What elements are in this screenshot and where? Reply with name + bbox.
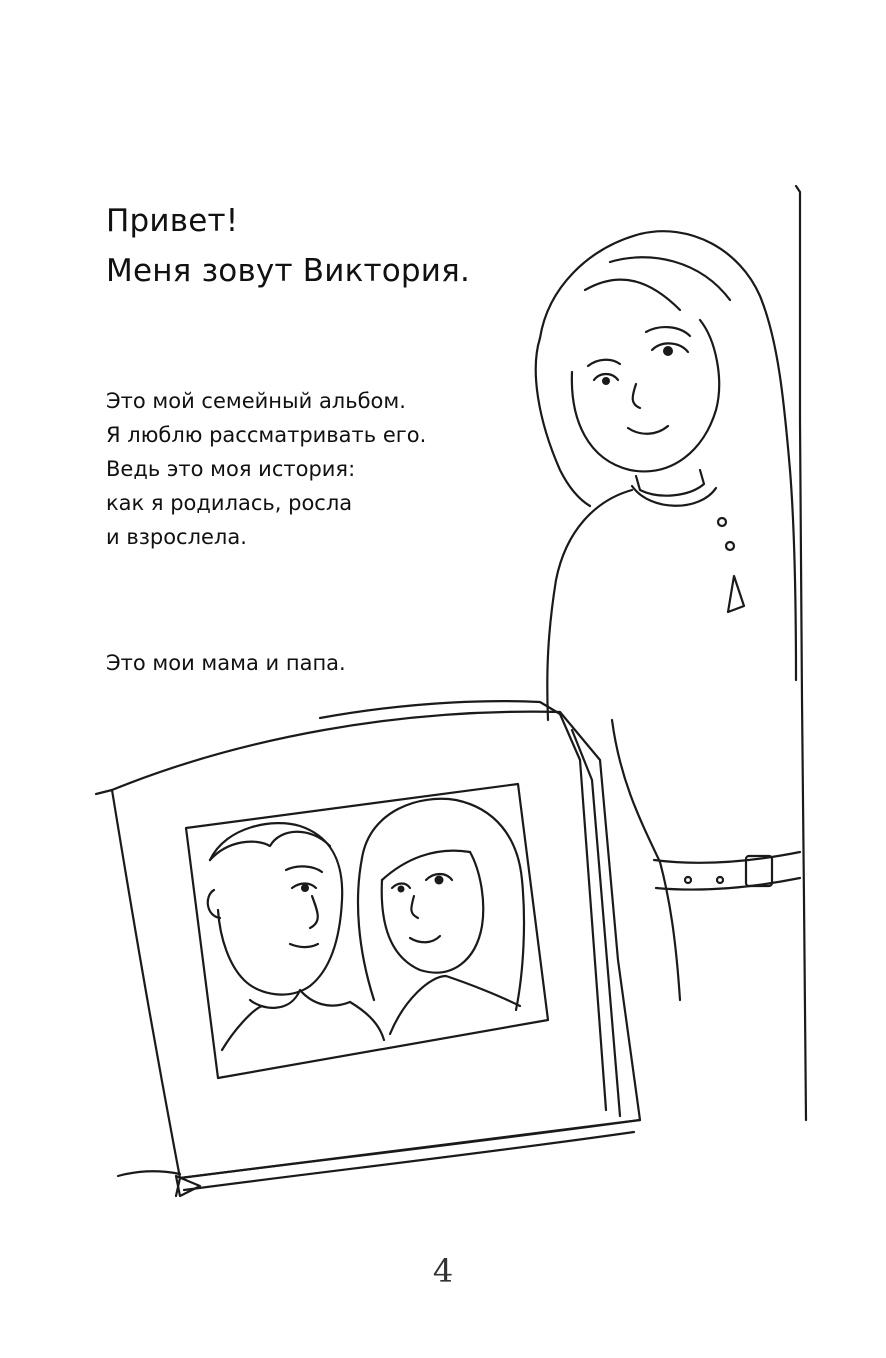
- mother-nose: [411, 896, 418, 918]
- girl-side: [612, 720, 680, 1000]
- girl-hair-strand-2: [610, 257, 730, 300]
- page-number: 4: [432, 1252, 454, 1290]
- girl-left-pupil: [602, 377, 610, 385]
- heading-line-greeting: Привет!: [106, 203, 239, 239]
- girl-right-pupil: [663, 346, 673, 356]
- mother-pupil-left: [398, 886, 405, 893]
- girl-button-2: [726, 542, 734, 550]
- mother-fringe: [382, 851, 470, 880]
- album-bottom-pages: [180, 1120, 640, 1190]
- album-page-right-1: [560, 714, 606, 1110]
- father-shoulders: [222, 1002, 384, 1050]
- girl-neck: [636, 470, 704, 496]
- hand-under-album: [118, 1171, 180, 1176]
- mother-mouth: [410, 936, 440, 942]
- album-left-edge: [96, 790, 180, 1196]
- paragraph-line: как я родилась, росла: [106, 491, 353, 515]
- door-frame-line: [796, 186, 806, 1120]
- heading-line-name: Меня зовут Виктория.: [106, 253, 471, 289]
- paragraph-line: и взрослела.: [106, 525, 247, 549]
- girl-face: [572, 320, 719, 471]
- father-head: [210, 823, 342, 994]
- girl-mouth: [628, 426, 668, 434]
- girl-hair-left: [536, 338, 590, 506]
- father-hair: [210, 832, 330, 860]
- album-page-right-2: [572, 730, 620, 1116]
- mother-face: [382, 852, 484, 973]
- mother-shoulders: [390, 976, 520, 1034]
- page-heading: [106, 196, 470, 296]
- girl-button-1: [718, 518, 726, 526]
- father-nose: [310, 896, 318, 928]
- paragraph-line: Это мой семейный альбом.: [106, 389, 406, 413]
- belt-hole-2: [717, 877, 723, 883]
- girl-belt: [654, 852, 800, 890]
- paragraph-line: Я люблю рассматривать его.: [106, 423, 427, 447]
- mother-hair-left: [358, 858, 374, 1000]
- intro-paragraph: [106, 384, 426, 554]
- girl-right-brow: [646, 327, 690, 336]
- father-brow: [286, 866, 322, 872]
- paragraph-line: Ведь это моя история:: [106, 457, 356, 481]
- mother-hair: [362, 799, 524, 1010]
- girl-hair-strand: [585, 280, 680, 310]
- album-cover: [112, 712, 640, 1178]
- father-mouth: [290, 944, 318, 947]
- girl-pendant: [728, 576, 744, 612]
- belt-hole-1: [685, 877, 691, 883]
- family-photo-frame: [186, 784, 548, 1078]
- girl-shoulder-left: [547, 490, 632, 720]
- girl-nose: [633, 384, 640, 408]
- mother-pupil-right: [435, 876, 444, 885]
- girl-left-brow: [588, 360, 620, 366]
- parents-caption: Это мои мама и папа.: [106, 651, 346, 675]
- father-pupil: [301, 884, 309, 892]
